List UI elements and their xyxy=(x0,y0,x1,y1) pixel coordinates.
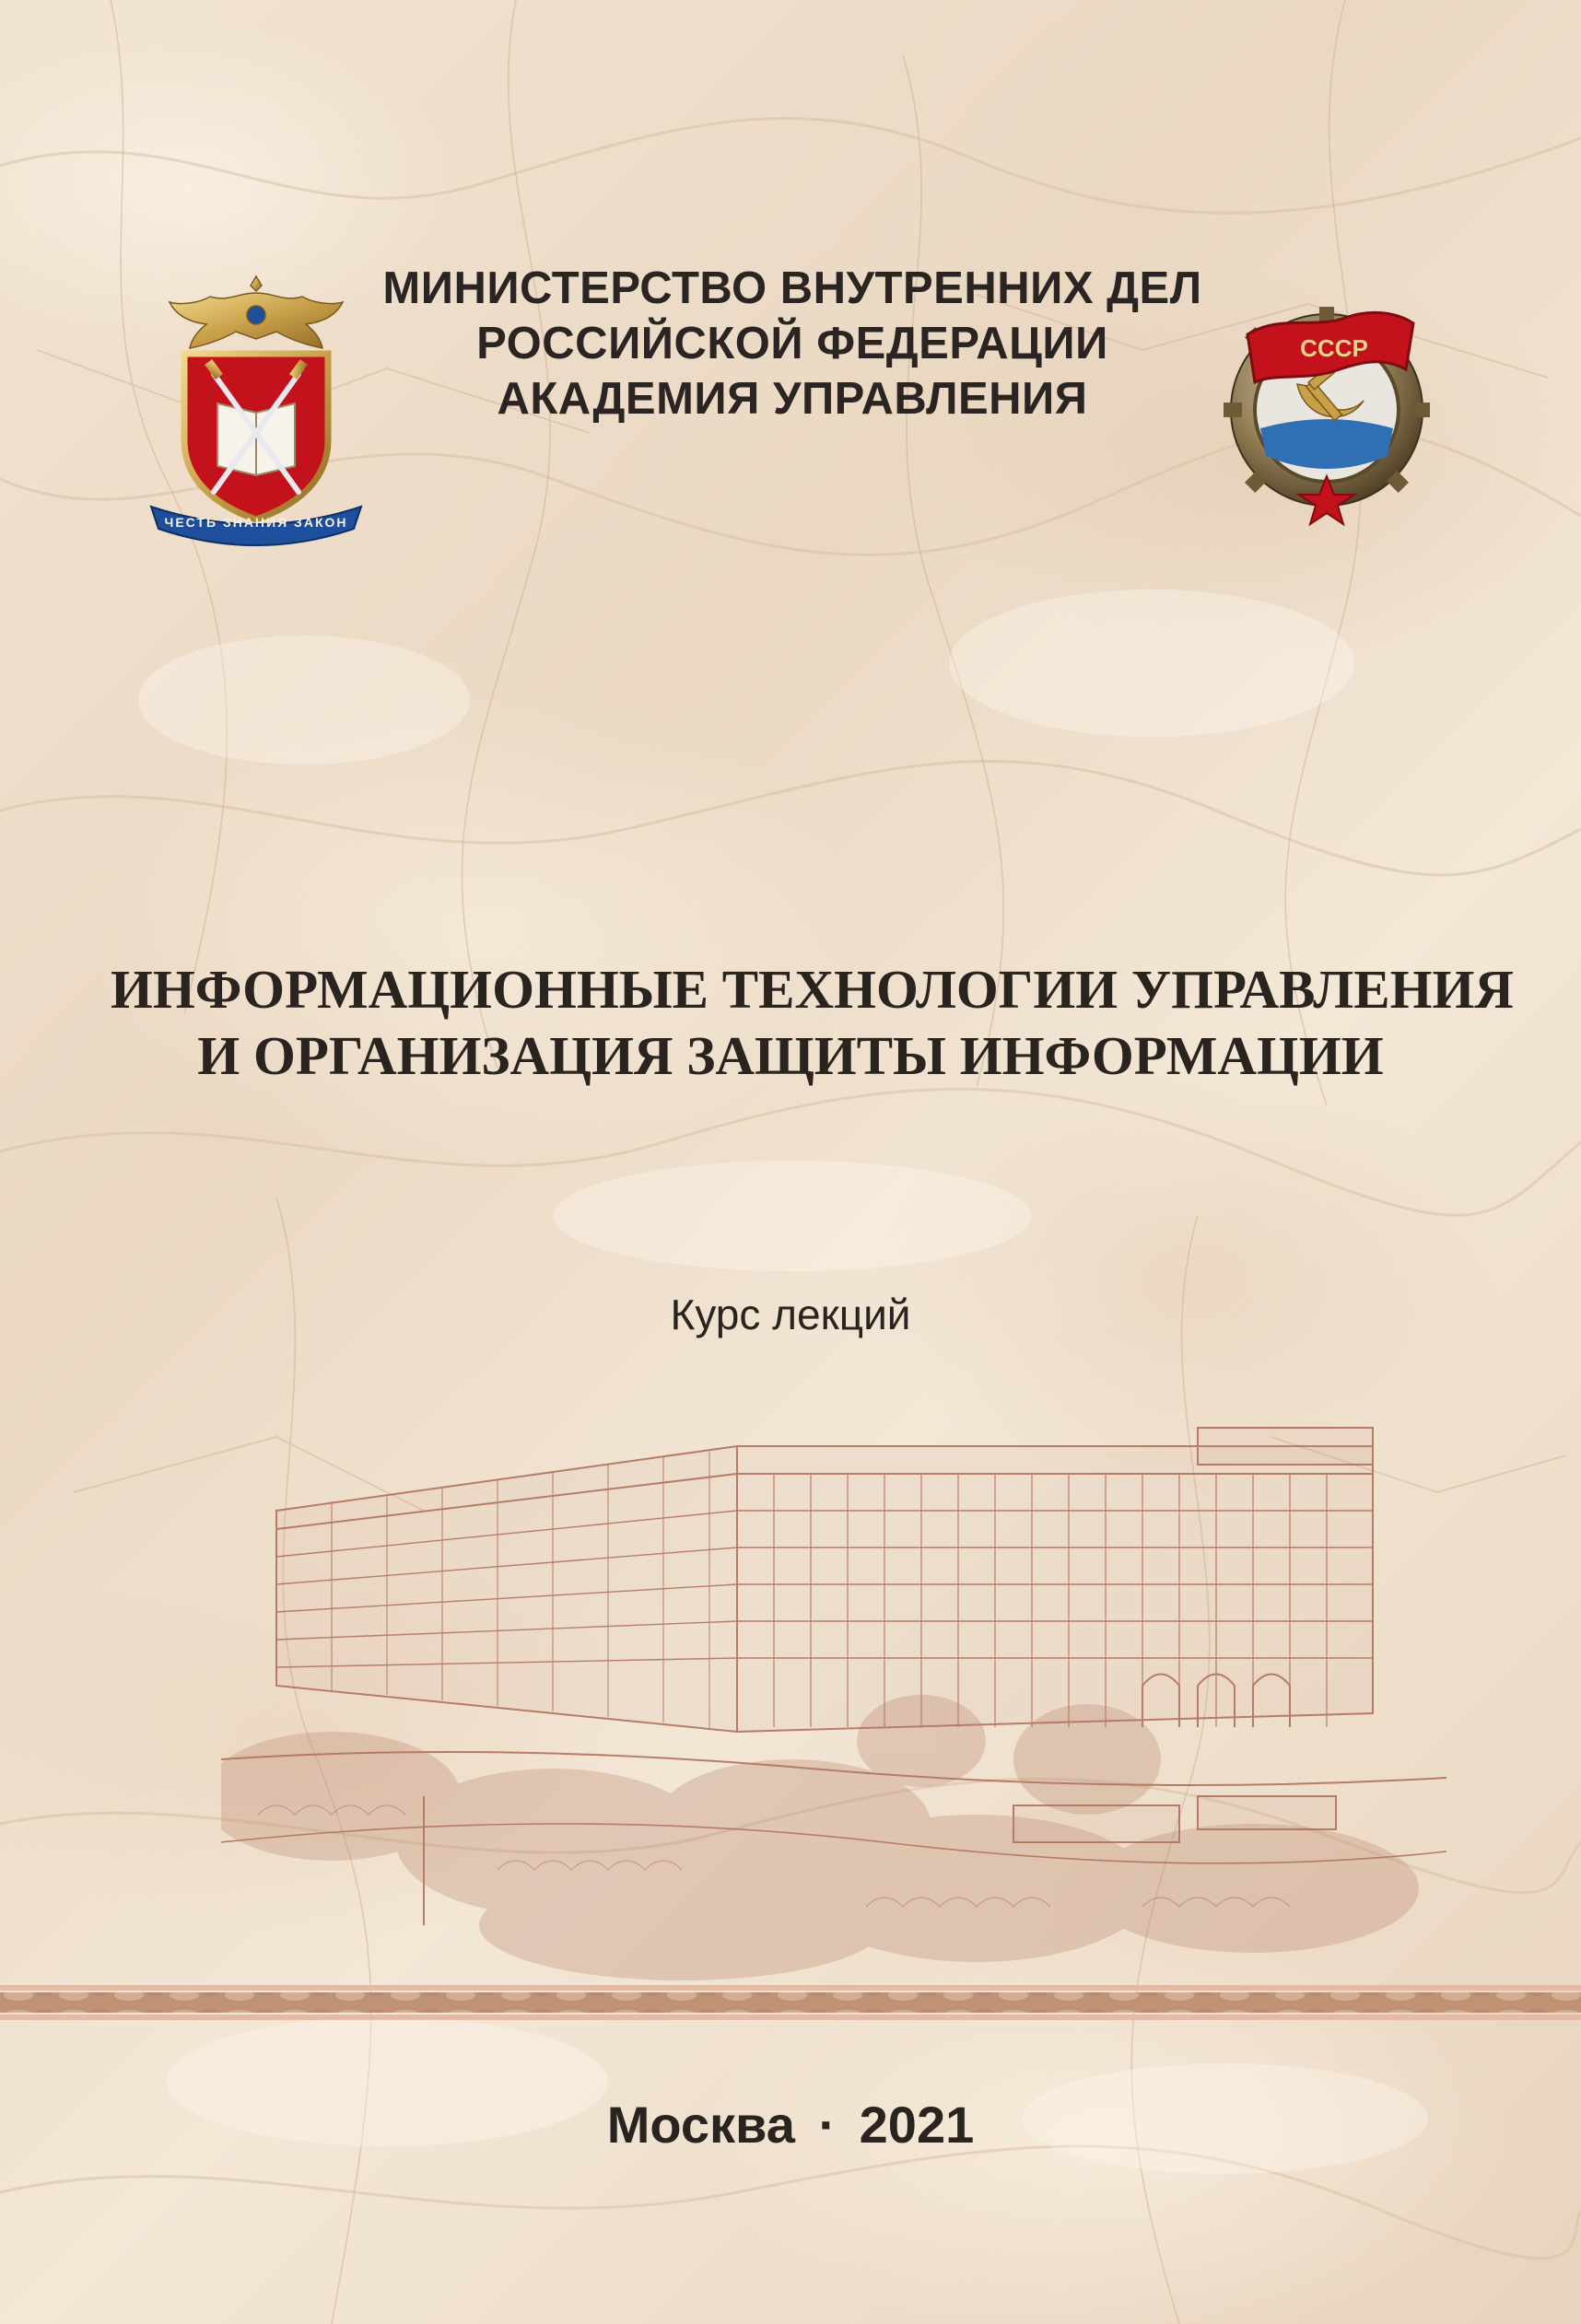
publication-place-year xyxy=(514,2095,1067,2155)
header-line-3: АКАДЕМИЯ УПРАВЛЕНИЯ xyxy=(497,374,1088,424)
header-line-1: МИНИСТЕРСТВО ВНУТРЕННИХ ДЕЛ xyxy=(382,263,1202,313)
separator-dot: · xyxy=(818,2096,837,2154)
book-title xyxy=(111,956,1514,1089)
header-line-2: РОССИЙСКОЙ ФЕДЕРАЦИИ xyxy=(476,319,1108,368)
order-of-red-banner-of-labour-icon xyxy=(1216,281,1437,539)
decorative-border-band xyxy=(0,1985,1581,2022)
city: Москва xyxy=(606,2096,795,2154)
emblem-ribbon-text: ЧЕСТЬ ЗНАНИЯ ЗАКОН xyxy=(164,515,348,530)
year: 2021 xyxy=(859,2096,975,2154)
title-line-2: И ОРГАНИЗАЦИЯ ЗАЩИТЫ ИНФОРМАЦИИ xyxy=(197,1025,1384,1086)
order-flag-text: СССР xyxy=(1300,334,1368,362)
ministry-header xyxy=(332,261,1253,426)
academy-building-engraving xyxy=(221,1409,1446,1980)
book-subtitle: Курс лекций xyxy=(670,1290,911,1338)
title-line-1: ИНФОРМАЦИОННЫЕ ТЕХНОЛОГИИ УПРАВЛЕНИЯ xyxy=(111,959,1514,1020)
